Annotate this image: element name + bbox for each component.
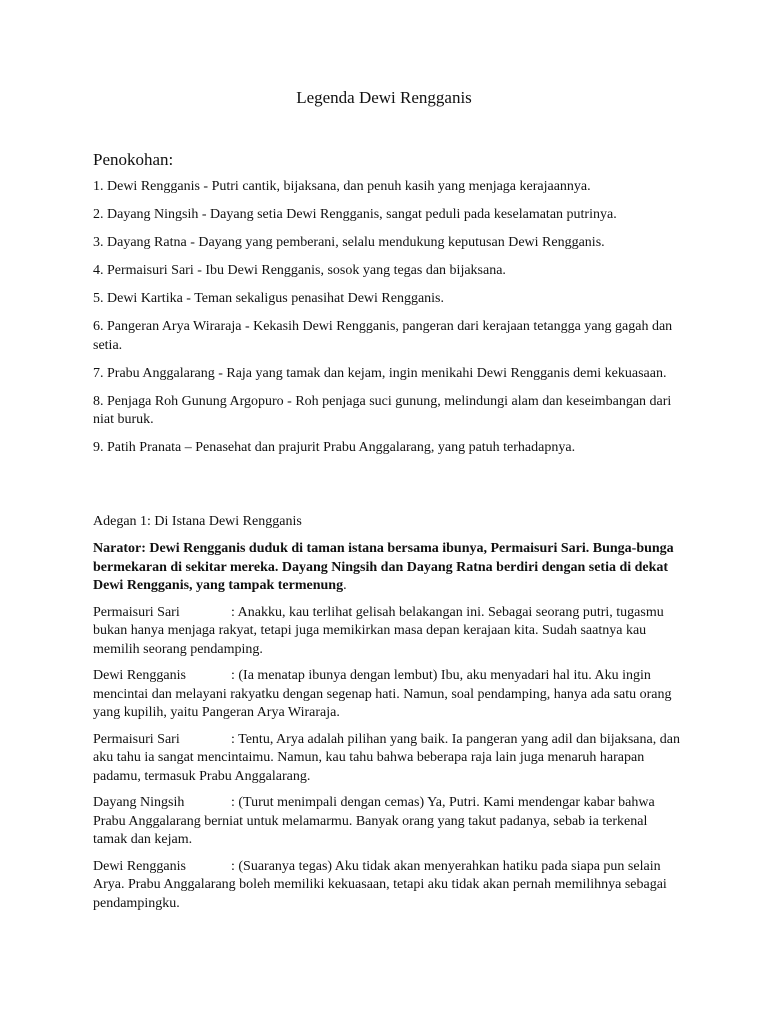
cast-item: 1. Dewi Rengganis - Putri cantik, bijaksana, dan penuh kasih yang menjaga kerajaannya. — [93, 179, 591, 194]
speaker-name: Dewi Rengganis — [93, 668, 186, 683]
document-title: Legenda Dewi Rengganis — [296, 88, 472, 107]
scene-section — [93, 513, 683, 921]
cast-item: 2. Dayang Ningsih - Dayang setia Dewi Rengganis, sangat peduli pada keselamatan putrinya. — [93, 207, 617, 222]
cast-heading: Penokohan: — [93, 150, 174, 169]
speaker-name: Permaisuri Sari — [93, 731, 180, 747]
dialogue-line — [93, 667, 683, 723]
dialogue-text: : Anakku, kau terlihat gelisah belakangan ini. Sebagai seorang putri, tugasmu bukan hanya menjaga rakyat, tetapi juga memikirkan masa depan kerajaan kita. Sudah saatnya kau memilih seorang pendamping. — [93, 604, 664, 657]
cast-list — [93, 178, 683, 467]
cast-item: 9. Patih Pranata – Penasehat dan prajurit Prabu Anggalarang, yang patuh terhadapnya. — [93, 440, 576, 455]
dialogue-text: : (Ia menatap ibunya dengan lembut) Ibu, aku menyadari hal itu. Aku ingin mencintai dan melayani rakyatku dengan segenap hati. Namun, soal pendamping, hanya ada satu orang yang kupilih, yaitu Pangeran Arya Wiraraja. — [93, 668, 672, 720]
narration-text: Narator: Dewi Rengganis duduk di taman istana bersama ibunya, Permaisuri Sari. Bunga-bunga bermekaran di sekitar mereka. Dayang Ningsih dan Dayang Ratna berdiri dengan setia di dekat Dewi Rengganis, yang tampak termenung — [93, 541, 674, 593]
speaker-name: Permaisuri Sari — [93, 604, 180, 620]
dialogue-line — [93, 794, 683, 850]
dialogue-text: : (Suaranya tegas) Aku tidak akan menyerahkan hatiku pada siapa pun selain Arya. Prabu Anggalarang boleh memiliki kekuasaan, tetapi aku tidak akan pernah memilihnya sebagai pendampingku. — [93, 858, 667, 911]
cast-item: 4. Permaisuri Sari - Ibu Dewi Rengganis, sosok yang tegas dan bijaksana. — [93, 263, 506, 278]
cast-item: 5. Dewi Kartika - Teman sekaligus penasihat Dewi Rengganis. — [93, 291, 445, 306]
cast-item: 3. Dayang Ratna - Dayang yang pemberani, selalu mendukung keputusan Dewi Rengganis. — [93, 235, 605, 250]
speaker-name: Dayang Ningsih — [93, 795, 185, 810]
narration-period: . — [343, 578, 347, 593]
speaker-name: Dewi Rengganis — [93, 858, 186, 874]
narration — [93, 540, 683, 596]
cast-item: 7. Prabu Anggalarang - Raja yang tamak dan kejam, ingin menikahi Dewi Rengganis demi kekuasaan. — [93, 365, 667, 381]
dialogue-line — [93, 731, 683, 787]
cast-item: 6. Pangeran Arya Wiraraja - Kekasih Dewi Rengganis, pangeran dari kerajaan tetangga yang gagah dan setia. — [93, 319, 673, 353]
dialogue-text: : (Turut menimpali dengan cemas) Ya, Putri. Kami mendengar kabar bahwa Prabu Anggalarang berniat untuk melamarmu. Banyak orang yang takut padanya, sebab ia terkenal tamak dan kejam. — [93, 795, 655, 847]
dialogue-line — [93, 858, 683, 914]
dialogue-line — [93, 604, 683, 660]
dialogue-text: : Tentu, Arya adalah pilihan yang baik. Ia pangeran yang adil dan bijaksana, dan aku tahu ia sangat mencintaimu. Namun, kau tahu bahwa beberapa raja lain juga menaruh harapan padamu, termasuk Prabu Anggalarang. — [93, 731, 680, 784]
scene-title: Adegan 1: Di Istana Dewi Rengganis — [93, 514, 302, 529]
cast-item: 8. Penjaga Roh Gunung Argopuro - Roh penjaga suci gunung, melindungi alam dan keseimbangan dari niat buruk. — [93, 393, 672, 427]
